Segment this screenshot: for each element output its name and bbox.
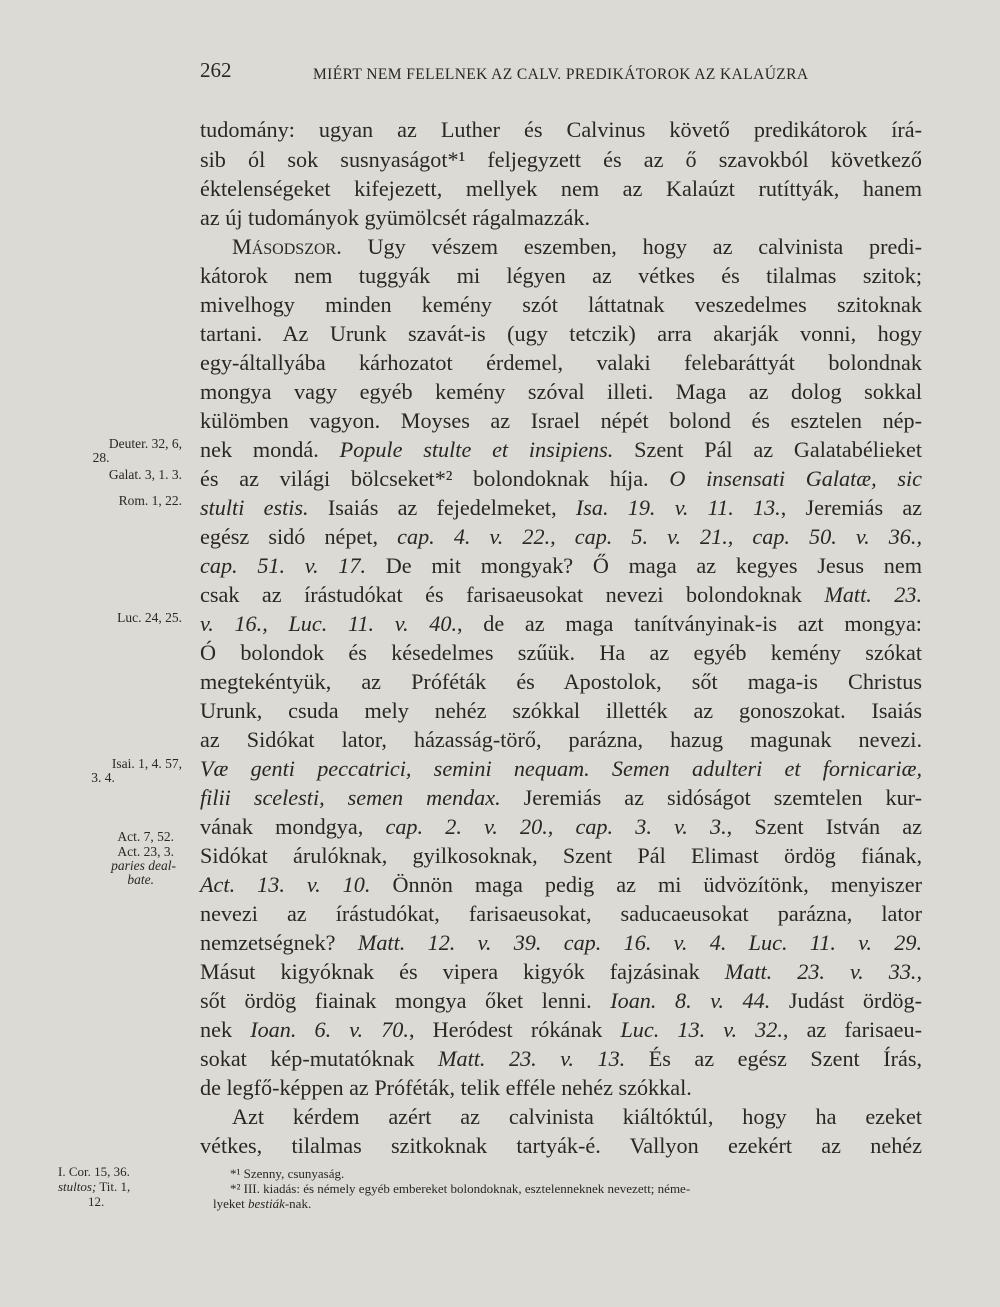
text-line xyxy=(200,551,922,581)
margin-reference: bate. xyxy=(127,872,154,887)
text-line: az Sidókat lator, házasság-törő, parázna, hazug magunak nevezi. xyxy=(200,727,922,752)
margin-reference: I. Cor. 15, 36. xyxy=(58,1164,130,1179)
citation: cap. 51. v. 17. xyxy=(200,553,367,578)
margin-reference: Act. 7, 52. xyxy=(117,829,174,844)
citation: cap. 2. v. 20., cap. 3. v. 3. xyxy=(385,814,727,839)
citation: Isa. 19. v. 11. 13. xyxy=(575,495,781,520)
text-span: Önnön maga pedig az mi üdvözítönk, menyiszer xyxy=(392,872,923,897)
text-line xyxy=(232,232,922,262)
text-line: éktelenségeket kifejezett, mellyek nem az Kalaúzt rutíttyák, hanem xyxy=(200,176,922,201)
text-line-content: Ugy vészem eszemben, hogy az calvinista predi- xyxy=(367,234,922,259)
text-line xyxy=(200,609,922,639)
text-span: csak az írástudókat és farisaeusokat nevezi bolondoknak xyxy=(200,582,802,607)
italic-span: bestiák xyxy=(248,1196,285,1211)
text-line: de legfő-képpen az Próféták, telik efféle nehéz szókkal. xyxy=(200,1075,692,1100)
text-line-content: sib ól sok susnyaságot*¹ feljegyzett és az ő szavokból következő xyxy=(200,147,922,172)
text-line: külömben vagyon. Moyses az Israel népét bolond és esztelen nép- xyxy=(200,408,922,433)
text-line xyxy=(200,580,922,610)
text-span: egész sidó népet, xyxy=(200,524,379,549)
margin-reference-italic: stultos; xyxy=(58,1179,97,1194)
text-span: és az világi bölcseket*² bolondoknak híja. xyxy=(200,466,649,491)
margin-reference: Isai. 1, 4. 57, xyxy=(111,756,182,771)
margin-reference: Rom. 1, 22. xyxy=(118,493,182,508)
text-span: nek xyxy=(200,1017,233,1042)
text-line: egy-általlyába kárhozatot érdemel, valaki felebaráttyát bolondnak xyxy=(200,350,922,375)
text-line: Urunk, csuda mely nehéz szókkal illették az gonoszokat. Isaiás xyxy=(200,698,922,723)
text-line: megtekéntyük, az Próféták és Apostolok, sőt maga-is Christus xyxy=(200,669,922,694)
text-span: sőt ördög fiainak mongya őket lenni. xyxy=(200,988,592,1013)
margin-reference: Galat. 3, 1. 3. xyxy=(108,467,182,482)
text-line: tudomány: ugyan az Luther és Calvinus követő predikátorok írá- xyxy=(200,117,922,142)
latin-quote: filii scelesti, semen mendax. xyxy=(200,785,501,810)
text-span: , de az maga tanítványinak-is azt mongya: xyxy=(457,611,922,636)
text-line: az új tudományok gyümölcsét rágalmazzák. xyxy=(200,205,590,230)
footnote: *¹ Szenny, csunyaság. xyxy=(230,1166,345,1181)
text-line xyxy=(200,928,922,958)
text-line xyxy=(200,1044,922,1074)
citation: Luc. 13. v. 32. xyxy=(620,1017,783,1042)
text-line: vétkes, tilalmas szitkoknak tartyák-é. Vallyon ezekért az nehéz xyxy=(200,1133,922,1158)
text-span: Másut kigyóknak és vipera kigyók fajzásinak xyxy=(200,959,700,984)
citation: Ioan. 8. v. 44. xyxy=(610,988,771,1013)
margin-reference: Deuter. 32, 6, xyxy=(108,436,182,451)
text-span: -nak. xyxy=(284,1196,312,1211)
text-span: És az egész Szent Írás, xyxy=(648,1046,923,1071)
margin-reference: Luc. 24, 25. xyxy=(117,610,182,625)
latin-quote: Popule stulte et insipiens. xyxy=(339,437,614,462)
text-span: , Jeremiás az xyxy=(780,495,923,520)
text-span: nemzetségnek? xyxy=(200,930,336,955)
footnote: *² III. kiadás: és némely egyéb embereket bolondoknak, esztelenneknek nevezett; néme- xyxy=(230,1181,691,1196)
text-line: kátorok nem tuggyák mi légyen az vétkes és tilalmas szitok; xyxy=(200,263,922,288)
text-span: , az farisaeu- xyxy=(782,1017,923,1042)
footnote xyxy=(213,1196,903,1211)
latin-quote: stulti estis. xyxy=(200,495,309,520)
text-line xyxy=(200,464,922,494)
text-span: nek mondá. xyxy=(200,437,319,462)
text-span: Szent Pál az Galatabélieket xyxy=(634,437,922,462)
text-line: tartani. Az Urunk szavát-is (ugy tetczik) arra akarják vonni, hogy xyxy=(200,321,922,346)
text-span: , Heródest rókának xyxy=(408,1017,603,1042)
text-line: mivelhogy minden kemény szót láttatnak veszedelmes szitoknak xyxy=(200,292,922,317)
text-line: nevezi az írástudókat, farisaeusokat, saducaeusokat parázna, lator xyxy=(200,901,922,926)
text-line xyxy=(200,145,922,175)
citation: Matt. 12. v. 39. cap. 16. v. 4. Luc. 11. v. 29. xyxy=(357,930,922,955)
text-line: Sidókat árulóknak, gyilkosoknak, Szent Pál Elimast ördög fiának, xyxy=(200,843,922,868)
margin-reference: paries deal- xyxy=(111,858,176,873)
text-span: , Szent István az xyxy=(726,814,922,839)
text-line xyxy=(200,870,922,900)
text-line xyxy=(200,493,922,523)
text-span: Isaiás az fejedelmeket, xyxy=(327,495,557,520)
citation: Ioan. 6. v. 70. xyxy=(250,1017,409,1042)
margin-reference: Act. 23, 3. xyxy=(117,844,174,859)
text-line xyxy=(200,986,922,1016)
text-line xyxy=(200,435,922,465)
citation: Matt. 23. v. 33., xyxy=(724,959,923,984)
margin-reference: 3. 4. xyxy=(91,770,115,785)
text-span: De mit mongyak? Ő maga az kegyes Jesus nem xyxy=(385,553,923,578)
text-line xyxy=(200,522,922,552)
margin-reference: 28. xyxy=(92,450,110,465)
page-number: 262 xyxy=(200,58,232,82)
text-line: Væ genti peccatrici, semini nequam. Semen adulteri et fornicariæ, xyxy=(200,756,922,781)
text-span: sokat kép-mutatóknak xyxy=(200,1046,415,1071)
text-line xyxy=(200,812,922,842)
section-marker: Másodszor. xyxy=(232,234,342,259)
citation: cap. 4. v. 22., cap. 5. v. 21., cap. 50. v. 36., xyxy=(397,524,922,549)
citation: Matt. 23. xyxy=(824,582,923,607)
citation: Matt. 23. v. 13. xyxy=(438,1046,626,1071)
text-line xyxy=(200,783,922,813)
running-title: MIÉRT NEM FELELNEK AZ CALV. PREDIKÁTOROK AZ KALAÚZRA xyxy=(313,66,809,83)
margin-reference-text: Tit. 1, xyxy=(99,1179,131,1194)
margin-reference xyxy=(58,1180,186,1194)
text-span: vának mondgya, xyxy=(200,814,364,839)
citation: v. 16., Luc. 11. v. 40. xyxy=(200,611,457,636)
text-line xyxy=(200,957,922,987)
text-line: Ó bolondok és késedelmes szűük. Ha az egyéb kemény szókat xyxy=(200,640,922,665)
margin-reference: 12. xyxy=(88,1194,105,1209)
text-span: lyeket xyxy=(213,1196,245,1211)
text-span: Judást ördög- xyxy=(788,988,922,1013)
text-line: mongya vagy egyéb kemény szóval illeti. Maga az dolog sokkal xyxy=(200,379,922,404)
citation: Act. 13. v. 10. xyxy=(200,872,371,897)
text-span: Jeremiás az sidóságot szemtelen kur- xyxy=(523,785,922,810)
latin-quote: O insensati Galatæ, sic xyxy=(669,466,923,491)
text-line xyxy=(200,1015,922,1045)
text-line: Azt kérdem azért az calvinista kiáltóktúl, hogy ha ezeket xyxy=(232,1104,922,1129)
